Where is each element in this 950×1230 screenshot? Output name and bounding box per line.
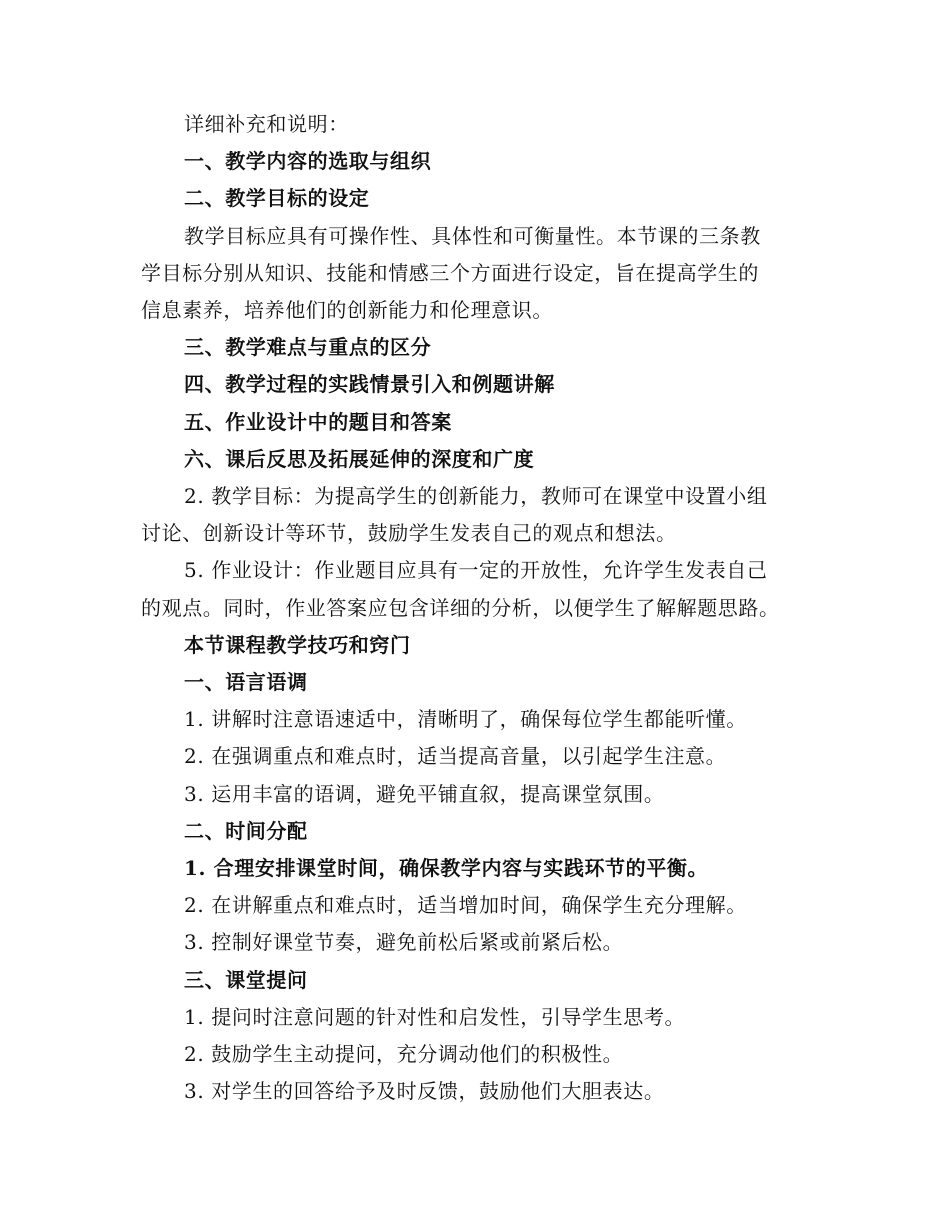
section-heading: 三、教学难点与重点的区分 <box>184 335 432 360</box>
paragraph-line: 信息素养，培养他们的创新能力和伦理意识。 <box>141 298 553 323</box>
paragraph-line: 教学目标应具有可操作性、具体性和可衡量性。本节课的三条教 <box>184 223 761 248</box>
paragraph-line: 讨论、创新设计等环节，鼓励学生发表自己的观点和想法。 <box>141 521 677 546</box>
section-heading: 三、课堂提问 <box>184 967 308 992</box>
list-item: 1. 合理安排课堂时间，确保教学内容与实践环节的平衡。 <box>184 856 709 881</box>
list-item: 1. 讲解时注意语速适中，清晰明了，确保每位学生都能听懂。 <box>184 707 747 732</box>
section-heading: 一、语言语调 <box>184 670 308 695</box>
list-item: 3. 运用丰富的语调，避免平铺直叙，提高课堂氛围。 <box>184 781 665 806</box>
list-item: 1. 提问时注意问题的针对性和启发性，引导学生思考。 <box>184 1004 686 1029</box>
list-item: 3. 对学生的回答给予及时反馈，鼓励他们大胆表达。 <box>184 1079 665 1104</box>
section-heading: 一、教学内容的选取与组织 <box>184 149 432 174</box>
section-heading: 二、教学目标的设定 <box>184 186 370 211</box>
list-item: 2. 鼓励学生主动提问，充分调动他们的积极性。 <box>184 1042 624 1067</box>
list-item: 2. 在强调重点和难点时，适当提高音量，以引起学生注意。 <box>184 744 727 769</box>
section-title: 本节课程教学技巧和窍门 <box>184 632 411 657</box>
text-line: 详细补充和说明： <box>184 112 349 136</box>
section-heading: 四、教学过程的实践情景引入和例题讲解 <box>184 372 555 397</box>
section-heading: 六、课后反思及拓展延伸的深度和广度 <box>184 446 535 471</box>
list-item: 2. 在讲解重点和难点时，适当增加时间，确保学生充分理解。 <box>184 893 747 918</box>
paragraph-line: 的观点。同时，作业答案应包含详细的分析，以便学生了解解题思路。 <box>141 595 780 620</box>
paragraph-line: 学目标分别从知识、技能和情感三个方面进行设定，旨在提高学生的 <box>141 260 759 285</box>
paragraph-line: 5. 作业设计：作业题目应具有一定的开放性，允许学生发表自己 <box>184 558 768 583</box>
document-body <box>141 106 809 1110</box>
paragraph-line: 2. 教学目标：为提高学生的创新能力，教师可在课堂中设置小组 <box>184 484 768 509</box>
list-item: 3. 控制好课堂节奏，避免前松后紧或前紧后松。 <box>184 930 624 955</box>
section-heading: 二、时间分配 <box>184 818 308 843</box>
section-heading: 五、作业设计中的题目和答案 <box>184 409 452 434</box>
